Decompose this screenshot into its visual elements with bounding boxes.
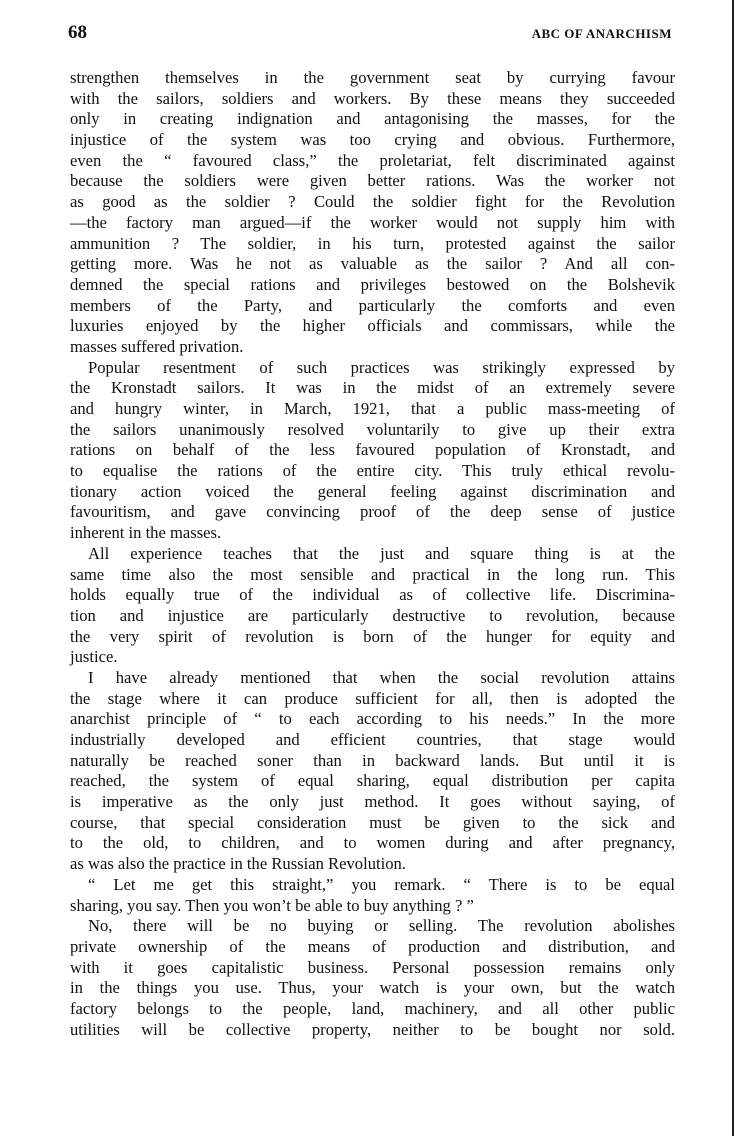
text-line: getting more. Was he not as valuable as the sailor ? And all con- bbox=[70, 254, 675, 274]
text-line: as was also the practice in the Russian Revolution. bbox=[70, 854, 406, 874]
text-line: reached, the system of equal sharing, equal distribution per capita bbox=[70, 771, 675, 791]
text-line: the Kronstadt sailors. It was in the midst of an extremely severe bbox=[70, 378, 675, 398]
text-line: tionary action voiced the general feeling against discrimination and bbox=[70, 481, 675, 501]
text-line: same time also the most sensible and practical in the long run. This bbox=[70, 564, 675, 584]
text-line: utilities will be collective property, neither to be bought nor sold. bbox=[70, 1019, 675, 1039]
text-line: the very spirit of revolution is born of the hunger for equity and bbox=[70, 626, 675, 646]
text-line: injustice of the system was too crying and obvious. Furthermore, bbox=[70, 130, 675, 150]
text-line: to equalise the rations of the entire city. This truly ethical revolu- bbox=[70, 461, 675, 481]
text-line: naturally be reached soner than in backward lands. But until it is bbox=[70, 750, 675, 770]
text-line: factory belongs to the people, land, machinery, and all other public bbox=[70, 998, 675, 1018]
text-line: favouritism, and gave convincing proof of the deep sense of justice bbox=[70, 502, 675, 522]
text-line: justice. bbox=[70, 647, 118, 667]
text-line: tion and injustice are particularly destructive to revolution, because bbox=[70, 605, 675, 625]
text-line: luxuries enjoyed by the higher officials and commissars, while the bbox=[70, 316, 675, 336]
text-line: anarchist principle of “ to each according to his needs.” In the more bbox=[70, 709, 675, 729]
text-line: industrially developed and efficient countries, that stage would bbox=[70, 730, 675, 749]
text-line: rations on behalf of the less favoured population of Kronstadt, and bbox=[70, 440, 675, 460]
text-line: “ Let me get this straight,” you remark. “ There is to be equal bbox=[88, 874, 675, 894]
text-line: sharing, you say. Then you won’t be able to buy anything ? ” bbox=[70, 895, 474, 915]
text-line: in the things you use. Thus, your watch is your own, but the watch bbox=[70, 978, 675, 998]
text-line: All experience teaches that the just and square thing is at the bbox=[88, 543, 675, 563]
text-line: course, that special consideration must be given to the sick and bbox=[70, 812, 675, 832]
page-header bbox=[68, 22, 672, 48]
text-line: because the soldiers were given better rations. Was the worker not bbox=[70, 171, 675, 191]
text-line: —the factory man argued—if the worker would not supply him with bbox=[70, 212, 675, 232]
text-line: members of the Party, and particularly the comforts and even bbox=[70, 295, 675, 315]
text-line: is imperative as the only just method. It goes without saying, of bbox=[70, 792, 675, 812]
text-line: only in creating indignation and antagonising the masses, for the bbox=[70, 109, 675, 129]
text-line: I have already mentioned that when the social revolution attains bbox=[88, 667, 675, 687]
text-line: with it goes capitalistic business. Personal possession remains only bbox=[70, 957, 675, 977]
text-line: Popular resentment of such practices was strikingly expressed by bbox=[88, 357, 675, 377]
text-line: with the sailors, soldiers and workers. By these means they succeeded bbox=[70, 88, 675, 108]
page-number: 68 bbox=[68, 22, 87, 43]
text-line: masses suffered privation. bbox=[70, 336, 244, 356]
text-line: strengthen themselves in the government seat by currying favour bbox=[70, 68, 675, 87]
text-line: the stage where it can produce sufficient for all, then is adopted the bbox=[70, 688, 675, 708]
text-line: No, there will be no buying or selling. The revolution abolishes bbox=[88, 916, 675, 936]
text-line: demned the special rations and privileges bestowed on the Bolshevik bbox=[70, 274, 675, 294]
text-line: to the old, to children, and to women during and after pregnancy, bbox=[70, 833, 675, 853]
text-line: the sailors unanimously resolved voluntarily to give up their extra bbox=[70, 419, 675, 439]
text-line: holds equally true of the individual as of collective life. Discrimina- bbox=[70, 585, 675, 605]
text-line: as good as the soldier ? Could the soldier fight for the Revolution bbox=[70, 192, 675, 212]
body-text bbox=[70, 68, 675, 1040]
running-head: ABC OF ANARCHISM bbox=[531, 26, 672, 41]
text-line: private ownership of the means of production and distribution, and bbox=[70, 936, 675, 956]
text-line: inherent in the masses. bbox=[70, 523, 222, 543]
text-line: and hungry winter, in March, 1921, that a public mass-meeting of bbox=[70, 399, 675, 418]
text-line: even the “ favoured class,” the proletariat, felt discriminated against bbox=[70, 150, 675, 170]
text-line: ammunition ? The soldier, in his turn, protested against the sailor bbox=[70, 233, 675, 253]
page-edge-line bbox=[732, 0, 734, 1136]
